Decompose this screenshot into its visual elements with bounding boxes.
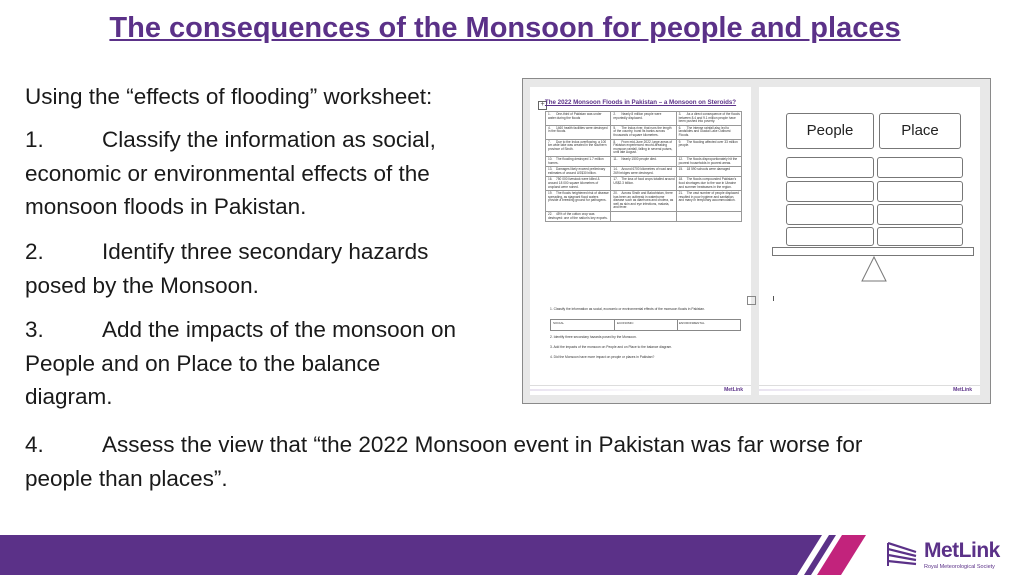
question-4: 4. Did the Monsoon have more impact on people or places in Pakistan? [550, 355, 655, 359]
worksheet-page-2 [759, 87, 980, 395]
task-1 [25, 123, 436, 224]
task-2 [25, 235, 428, 302]
effect-cell [611, 167, 676, 177]
effect-text: 750 000 livestock were killed & around 18 000 square kilometres of cropland were ruined. [548, 177, 600, 189]
place-label-box: Place [879, 113, 961, 149]
footer-banner [0, 535, 1024, 575]
effect-number: 18. [678, 177, 684, 182]
effect-number: 5. [613, 125, 616, 130]
effects-row [546, 112, 742, 126]
task-line: diagram. [25, 384, 113, 409]
effect-number: 6. [678, 125, 682, 130]
place-box[interactable] [877, 157, 963, 178]
effect-text: 1460 health facilities were destroyed in the floods. [548, 125, 608, 134]
question-3: 3. Add the impacts of the monsoon on People and on Place to the balance diagram. [550, 345, 673, 349]
effect-cell [676, 125, 741, 139]
effect-cell [611, 177, 676, 191]
text-cursor [773, 296, 774, 301]
task-line: monsoon floods in Pakistan. [25, 194, 307, 219]
effect-number: 4. [548, 125, 551, 130]
effect-text: The floods heightened risk of disease spreading, as stagnant flood waters provide a breeding ground for pathogens. [548, 191, 609, 203]
table-header-social: SOCIAL [553, 321, 565, 325]
footer-purple-band [0, 535, 822, 575]
effect-cell [546, 112, 611, 126]
intro-text: Using the “effects of flooding” worksheet: [25, 84, 433, 109]
effect-cell [546, 125, 611, 139]
effect-number: 19. [548, 191, 553, 196]
task-number: 2. [25, 239, 44, 264]
footer-stripe [530, 389, 663, 391]
task-number: 4. [25, 432, 44, 457]
place-box[interactable] [877, 204, 963, 225]
balance-beam [772, 247, 974, 256]
effect-cell [611, 112, 676, 126]
footer-stripe [759, 389, 892, 391]
people-box[interactable] [786, 157, 874, 178]
effects-row [546, 212, 742, 222]
place-box[interactable] [877, 181, 963, 202]
effect-number: 11. [613, 156, 618, 161]
effect-number: 21. [678, 191, 684, 196]
effect-cell [676, 139, 741, 156]
question-2: 2. Identify three secondary hazards posed by the Monsoon. [550, 335, 637, 339]
effect-number: 22. [548, 212, 553, 217]
effect-number: 8. [613, 139, 616, 144]
footer-stripe-magenta [817, 535, 866, 575]
effect-number: 7. [548, 139, 551, 144]
page-footer [759, 385, 980, 395]
task-line: Assess the view that “the 2022 Monsoon event in Pakistan was far worse for [102, 432, 863, 457]
effect-text: One-third of Pakistan was under water during the floods [548, 112, 602, 120]
effect-number: 13. [548, 167, 553, 172]
move-handle-icon[interactable]: + [538, 101, 547, 110]
task-3 [25, 313, 456, 414]
effect-text: Damages likely exceed preliminary estimates of around US$30 billion. [548, 167, 606, 175]
footer-brand: MetLink [953, 387, 972, 393]
effect-number: 16. [548, 177, 553, 182]
effect-number: 20. [613, 191, 618, 196]
effect-cell [611, 212, 676, 222]
task-4 [25, 428, 862, 495]
page-footer [530, 385, 751, 395]
divider [677, 320, 678, 330]
task-line: Identify three secondary hazards [102, 239, 429, 264]
effects-row [546, 139, 742, 156]
effect-cell [676, 112, 741, 126]
effect-text: The floods compounded Pakistan's food shortages due to the war in Ukraine and summer heatwaves in the region. [678, 177, 737, 189]
effect-cell [546, 177, 611, 191]
effect-cell [546, 212, 611, 222]
effect-number: 2. [613, 112, 616, 116]
effects-row [546, 191, 742, 212]
worksheet-preview [522, 78, 991, 404]
checkbox[interactable] [747, 296, 756, 305]
effect-text: Nearly 1500 people died. [621, 156, 657, 161]
people-box[interactable] [786, 227, 874, 246]
effect-text: The Indus river, that runs the length of the country, burst its banks across thousands of square kilometres. [613, 125, 672, 137]
people-box[interactable] [786, 181, 874, 202]
task-line: posed by the Monsoon. [25, 272, 259, 298]
effect-text: The intense rainfall also led to landslides and Glacial Lake Outburst Floods. [678, 125, 731, 137]
task-number: 3. [25, 317, 44, 342]
effect-number: 1. [548, 112, 551, 116]
task-line: People and on Place to the balance [25, 350, 381, 376]
effect-text: Due to the Indus overflowing, a 100 km wide lake was created in the southern province of Sindh. [548, 139, 607, 151]
effect-text: The loss of food crops totalled around US$2.3 billion. [613, 177, 675, 185]
effects-table [545, 111, 742, 222]
effect-number: 14. [613, 167, 618, 172]
effects-row [546, 156, 742, 166]
table-header-environmental: ENVIRONMENTAL [679, 321, 705, 325]
fulcrum-triangle-icon [861, 256, 887, 282]
task-line: economic or environmental effects of the [25, 160, 430, 186]
logo-subtitle: Royal Meteorological Society [924, 564, 995, 570]
logo-wordmark: MetLink [924, 539, 1000, 562]
effect-cell [611, 156, 676, 166]
effect-text: Across Sindh and Balochistan, there has been an outbreak in waterborne disease such as diarrhoea and cholera, as well as skin and eye infections, malaria, and fever. [613, 191, 674, 210]
effect-cell [611, 139, 676, 156]
divider [614, 320, 615, 330]
task-number: 1. [25, 127, 44, 152]
effect-text: From mid-June 2022, large areas of Pakistan experienced record-breaking monsoon rainfall, falling in several pulses, until late August. [613, 139, 673, 155]
effect-cell [676, 167, 741, 177]
effect-number: 12. [678, 156, 684, 161]
effects-row [546, 167, 742, 177]
effect-number: 10. [548, 156, 553, 161]
classification-table [550, 319, 741, 331]
footer-brand: MetLink [724, 387, 743, 393]
effect-text: 18 590 schools were damaged [686, 167, 731, 172]
effect-number: 3. [678, 112, 682, 116]
effect-cell [676, 212, 741, 222]
effects-row [546, 125, 742, 139]
question-1: 1. Classify the information as social, economic or environmental effects of the monsoon floods in Pakistan. [550, 307, 705, 311]
effect-number: 9. [678, 139, 682, 144]
metlink-logo-icon [886, 540, 920, 568]
metlink-logo [886, 540, 1012, 572]
task-line: people than places”. [25, 465, 228, 491]
effect-text: As a direct consequence of the floods between 8.4 and 9.1 million people have been pushed into poverty. [678, 112, 740, 124]
effect-cell [611, 191, 676, 212]
effect-cell [676, 177, 741, 191]
place-box[interactable] [877, 227, 963, 246]
slide-title: The consequences of the Monsoon for people and places [109, 12, 901, 44]
effect-cell [611, 125, 676, 139]
effect-cell [676, 191, 741, 212]
effect-cell [546, 139, 611, 156]
effect-text: The flooding affected over 33 million people. [678, 139, 738, 148]
worksheet-title: The 2022 Monsoon Floods in Pakistan – a Monsoon on Steroids? [544, 99, 737, 106]
effects-row [546, 177, 742, 191]
effect-text: Nearly 8 million people were reportedly displaced. [613, 112, 662, 120]
effect-number: 17. [613, 177, 618, 182]
effect-cell [546, 191, 611, 212]
effect-text: Around 6700 kilometres of road and 269 bridges were destroyed. [613, 167, 673, 175]
effect-cell [546, 156, 611, 166]
effect-text: The flooding destroyed 1.7 million homes. [548, 156, 604, 165]
table-header-economic: ECONOMIC [617, 321, 634, 325]
task-line: Add the impacts of the monsoon on [102, 317, 456, 342]
people-box[interactable] [786, 204, 874, 225]
effect-number: 15. [678, 167, 684, 172]
people-label-box: People [786, 113, 874, 149]
effect-text: The vast number of people displaced resulted in poor hygiene and sanitation, and many in temporary accommodation. [678, 191, 739, 203]
task-line: Classify the information as social, [102, 127, 436, 152]
effect-cell [546, 167, 611, 177]
effect-cell [676, 156, 741, 166]
effect-text: The floods disproportionately hit the poorest households in poorest areas. [678, 156, 738, 165]
worksheet-page-1 [530, 87, 751, 395]
effect-text: 45% of the cotton crop was destroyed: one of the nation's key exports. [548, 212, 608, 220]
